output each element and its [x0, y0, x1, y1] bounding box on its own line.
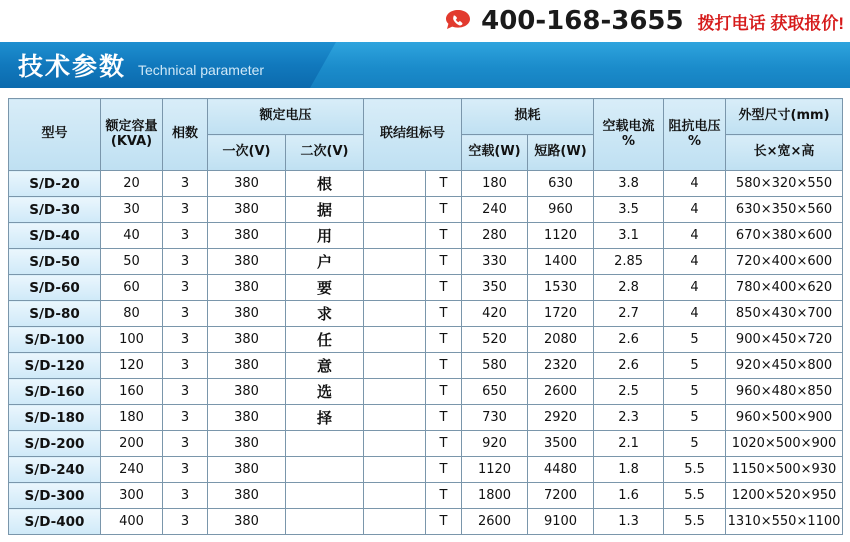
cell-dimension: 1150×500×930: [726, 457, 843, 483]
cell-dimension: 1020×500×900: [726, 431, 843, 457]
cell-primary-voltage: 380: [208, 379, 286, 405]
spec-table-wrapper: [8, 98, 842, 535]
cell-short-circuit-loss: 2080: [528, 327, 594, 353]
cell-connection: T: [426, 509, 462, 535]
cell-secondary-note-spacer: [364, 171, 426, 197]
cell-secondary-note: 选: [286, 379, 364, 405]
cell-connection: T: [426, 405, 462, 431]
cell-no-load-current: 1.6: [594, 483, 664, 509]
cell-connection: T: [426, 483, 462, 509]
cell-primary-voltage: 380: [208, 353, 286, 379]
cell-secondary-note: [286, 483, 364, 509]
table-row: [9, 223, 843, 249]
phone-icon: [443, 8, 473, 34]
table-body: [9, 171, 843, 535]
cell-phase: 3: [163, 431, 208, 457]
cell-capacity: 200: [101, 431, 163, 457]
cell-secondary-note-spacer: [364, 509, 426, 535]
spec-table: [8, 98, 843, 535]
cell-secondary-note: 择: [286, 405, 364, 431]
cell-short-circuit-loss: 1720: [528, 301, 594, 327]
phone-header: [0, 0, 850, 42]
cell-secondary-note: 根: [286, 171, 364, 197]
cell-connection: T: [426, 223, 462, 249]
cell-primary-voltage: 380: [208, 483, 286, 509]
cell-primary-voltage: 380: [208, 327, 286, 353]
call-cta-text: 拨打电话 获取报价!: [697, 13, 844, 33]
header-capacity-unit: (KVA): [110, 133, 153, 149]
cell-secondary-note: 要: [286, 275, 364, 301]
page-title: 技术参数: [18, 52, 127, 81]
cell-impedance: 5.5: [664, 483, 726, 509]
header-row-1: [9, 99, 843, 135]
cell-capacity: 300: [101, 483, 163, 509]
cell-phase: 3: [163, 327, 208, 353]
cell-primary-voltage: 380: [208, 431, 286, 457]
table-row: [9, 327, 843, 353]
cell-no-load-loss: 2600: [462, 509, 528, 535]
cell-short-circuit-loss: 3500: [528, 431, 594, 457]
cell-dimension: 670×380×600: [726, 223, 843, 249]
cell-no-load-loss: 650: [462, 379, 528, 405]
cell-no-load-loss: 330: [462, 249, 528, 275]
cell-no-load-current: 2.8: [594, 275, 664, 301]
cell-impedance: 5: [664, 353, 726, 379]
cell-secondary-note-spacer: [364, 249, 426, 275]
cell-phase: 3: [163, 275, 208, 301]
header-no-load-loss: 空载(W): [462, 135, 528, 171]
cell-secondary-note: 用: [286, 223, 364, 249]
cell-connection: T: [426, 171, 462, 197]
cell-capacity: 40: [101, 223, 163, 249]
cell-no-load-current: 1.3: [594, 509, 664, 535]
cell-primary-voltage: 380: [208, 301, 286, 327]
cell-impedance: 5.5: [664, 457, 726, 483]
cell-model: S/D-60: [9, 275, 101, 301]
header-model: 型号: [9, 99, 101, 171]
cell-dimension: 780×400×620: [726, 275, 843, 301]
header-dimension: 外型尺寸(mm): [726, 99, 843, 135]
cell-no-load-loss: 730: [462, 405, 528, 431]
section-banner: [0, 42, 850, 88]
cell-primary-voltage: 380: [208, 249, 286, 275]
header-impedance-unit: %: [688, 133, 702, 149]
cell-no-load-current: 3.5: [594, 197, 664, 223]
cell-impedance: 4: [664, 301, 726, 327]
cell-phase: 3: [163, 197, 208, 223]
cell-no-load-loss: 180: [462, 171, 528, 197]
table-row: [9, 431, 843, 457]
cell-no-load-loss: 350: [462, 275, 528, 301]
cell-model: S/D-120: [9, 353, 101, 379]
cell-model: S/D-40: [9, 223, 101, 249]
cell-short-circuit-loss: 9100: [528, 509, 594, 535]
cell-model: S/D-160: [9, 379, 101, 405]
header-short-circuit-loss: 短路(W): [528, 135, 594, 171]
cell-capacity: 60: [101, 275, 163, 301]
cell-secondary-note-spacer: [364, 483, 426, 509]
header-no-load-current: [594, 99, 664, 171]
cell-primary-voltage: 380: [208, 197, 286, 223]
cell-short-circuit-loss: 1530: [528, 275, 594, 301]
cell-capacity: 240: [101, 457, 163, 483]
table-row: [9, 197, 843, 223]
cell-no-load-current: 2.1: [594, 431, 664, 457]
header-impedance-label: 阻抗电压: [668, 118, 721, 134]
cell-secondary-note: [286, 509, 364, 535]
cell-model: S/D-240: [9, 457, 101, 483]
cell-phase: 3: [163, 249, 208, 275]
cell-capacity: 80: [101, 301, 163, 327]
cell-connection: T: [426, 301, 462, 327]
cell-secondary-note-spacer: [364, 301, 426, 327]
header-capacity: [101, 99, 163, 171]
cell-no-load-current: 3.8: [594, 171, 664, 197]
cell-dimension: 1200×520×950: [726, 483, 843, 509]
cell-impedance: 4: [664, 171, 726, 197]
cell-phase: 3: [163, 301, 208, 327]
cell-phase: 3: [163, 405, 208, 431]
cell-secondary-note: [286, 431, 364, 457]
cell-capacity: 30: [101, 197, 163, 223]
cell-primary-voltage: 380: [208, 275, 286, 301]
cell-connection: T: [426, 197, 462, 223]
cell-secondary-note: 任: [286, 327, 364, 353]
header-no-load-current-label: 空载电流: [602, 118, 655, 134]
cell-primary-voltage: 380: [208, 171, 286, 197]
cell-secondary-note: 据: [286, 197, 364, 223]
table-row: [9, 301, 843, 327]
cell-short-circuit-loss: 1120: [528, 223, 594, 249]
cell-no-load-loss: 920: [462, 431, 528, 457]
cell-primary-voltage: 380: [208, 405, 286, 431]
cell-capacity: 100: [101, 327, 163, 353]
cell-secondary-note: 求: [286, 301, 364, 327]
page-subtitle: Technical parameter: [138, 62, 265, 78]
cell-secondary-note-spacer: [364, 223, 426, 249]
cell-short-circuit-loss: 2320: [528, 353, 594, 379]
banner-text-group: [0, 47, 264, 83]
cell-no-load-current: 2.6: [594, 353, 664, 379]
cell-model: S/D-400: [9, 509, 101, 535]
cell-impedance: 4: [664, 197, 726, 223]
table-row: [9, 405, 843, 431]
cell-impedance: 5: [664, 327, 726, 353]
cell-no-load-loss: 420: [462, 301, 528, 327]
cell-impedance: 5: [664, 379, 726, 405]
cell-phase: 3: [163, 457, 208, 483]
cell-no-load-current: 2.5: [594, 379, 664, 405]
header-rated-voltage: 额定电压: [208, 99, 364, 135]
cell-no-load-current: 1.8: [594, 457, 664, 483]
cell-short-circuit-loss: 960: [528, 197, 594, 223]
cell-phase: 3: [163, 223, 208, 249]
cell-no-load-loss: 1120: [462, 457, 528, 483]
cell-capacity: 120: [101, 353, 163, 379]
cell-impedance: 5: [664, 405, 726, 431]
cell-secondary-note-spacer: [364, 379, 426, 405]
header-capacity-label: 额定容量: [105, 118, 158, 134]
cell-secondary-note-spacer: [364, 197, 426, 223]
cell-dimension: 850×430×700: [726, 301, 843, 327]
cell-impedance: 5.5: [664, 509, 726, 535]
cell-short-circuit-loss: 2920: [528, 405, 594, 431]
cell-connection: T: [426, 275, 462, 301]
cell-capacity: 400: [101, 509, 163, 535]
cell-short-circuit-loss: 630: [528, 171, 594, 197]
cell-model: S/D-30: [9, 197, 101, 223]
cell-phase: 3: [163, 379, 208, 405]
cell-short-circuit-loss: 7200: [528, 483, 594, 509]
table-row: [9, 483, 843, 509]
cell-capacity: 180: [101, 405, 163, 431]
cell-connection: T: [426, 249, 462, 275]
cell-no-load-current: 2.3: [594, 405, 664, 431]
cell-connection: T: [426, 353, 462, 379]
header-loss: 损耗: [462, 99, 594, 135]
cell-no-load-current: 2.6: [594, 327, 664, 353]
phone-number: 400-168-3655: [481, 6, 684, 36]
table-row: [9, 457, 843, 483]
cell-no-load-loss: 1800: [462, 483, 528, 509]
cell-secondary-note: 意: [286, 353, 364, 379]
cell-secondary-note-spacer: [364, 431, 426, 457]
cell-dimension: 960×500×900: [726, 405, 843, 431]
table-row: [9, 353, 843, 379]
cell-secondary-note-spacer: [364, 457, 426, 483]
cell-secondary-note: 户: [286, 249, 364, 275]
cell-no-load-current: 2.85: [594, 249, 664, 275]
header-impedance: [664, 99, 726, 171]
cell-impedance: 4: [664, 249, 726, 275]
cell-model: S/D-50: [9, 249, 101, 275]
cell-primary-voltage: 380: [208, 509, 286, 535]
cell-phase: 3: [163, 483, 208, 509]
cell-impedance: 5: [664, 431, 726, 457]
cell-connection: T: [426, 457, 462, 483]
banner-tail-shape: [310, 42, 850, 88]
table-row: [9, 249, 843, 275]
cell-secondary-note-spacer: [364, 327, 426, 353]
cell-secondary-note-spacer: [364, 405, 426, 431]
cell-connection: T: [426, 431, 462, 457]
cell-dimension: 960×480×850: [726, 379, 843, 405]
cell-dimension: 720×400×600: [726, 249, 843, 275]
cell-capacity: 50: [101, 249, 163, 275]
cell-phase: 3: [163, 353, 208, 379]
cell-impedance: 4: [664, 223, 726, 249]
cell-phase: 3: [163, 509, 208, 535]
table-row: [9, 509, 843, 535]
cell-dimension: 630×350×560: [726, 197, 843, 223]
header-phase: 相数: [163, 99, 208, 171]
table-row: [9, 275, 843, 301]
cell-no-load-loss: 520: [462, 327, 528, 353]
cell-dimension: 900×450×720: [726, 327, 843, 353]
header-connection: 联结组标号: [364, 99, 462, 171]
cell-connection: T: [426, 327, 462, 353]
cell-secondary-note-spacer: [364, 275, 426, 301]
table-row: [9, 171, 843, 197]
cell-impedance: 4: [664, 275, 726, 301]
cell-dimension: 580×320×550: [726, 171, 843, 197]
cell-no-load-current: 2.7: [594, 301, 664, 327]
cell-phase: 3: [163, 171, 208, 197]
cell-short-circuit-loss: 1400: [528, 249, 594, 275]
cell-short-circuit-loss: 2600: [528, 379, 594, 405]
cell-no-load-current: 3.1: [594, 223, 664, 249]
cell-model: S/D-20: [9, 171, 101, 197]
header-no-load-current-unit: %: [622, 133, 636, 149]
cell-model: S/D-100: [9, 327, 101, 353]
header-dimension-sub: 长×宽×高: [726, 135, 843, 171]
cell-connection: T: [426, 379, 462, 405]
cell-dimension: 1310×550×1100: [726, 509, 843, 535]
cell-secondary-note-spacer: [364, 353, 426, 379]
cell-capacity: 20: [101, 171, 163, 197]
cell-short-circuit-loss: 4480: [528, 457, 594, 483]
cell-model: S/D-80: [9, 301, 101, 327]
header-primary-voltage: 一次(V): [208, 135, 286, 171]
table-row: [9, 379, 843, 405]
cell-secondary-note: [286, 457, 364, 483]
cell-model: S/D-300: [9, 483, 101, 509]
cell-no-load-loss: 280: [462, 223, 528, 249]
cell-capacity: 160: [101, 379, 163, 405]
cell-model: S/D-200: [9, 431, 101, 457]
cell-dimension: 920×450×800: [726, 353, 843, 379]
cell-primary-voltage: 380: [208, 223, 286, 249]
cell-no-load-loss: 580: [462, 353, 528, 379]
cell-primary-voltage: 380: [208, 457, 286, 483]
cell-model: S/D-180: [9, 405, 101, 431]
table-head: [9, 99, 843, 171]
header-secondary-voltage: 二次(V): [286, 135, 364, 171]
cell-no-load-loss: 240: [462, 197, 528, 223]
